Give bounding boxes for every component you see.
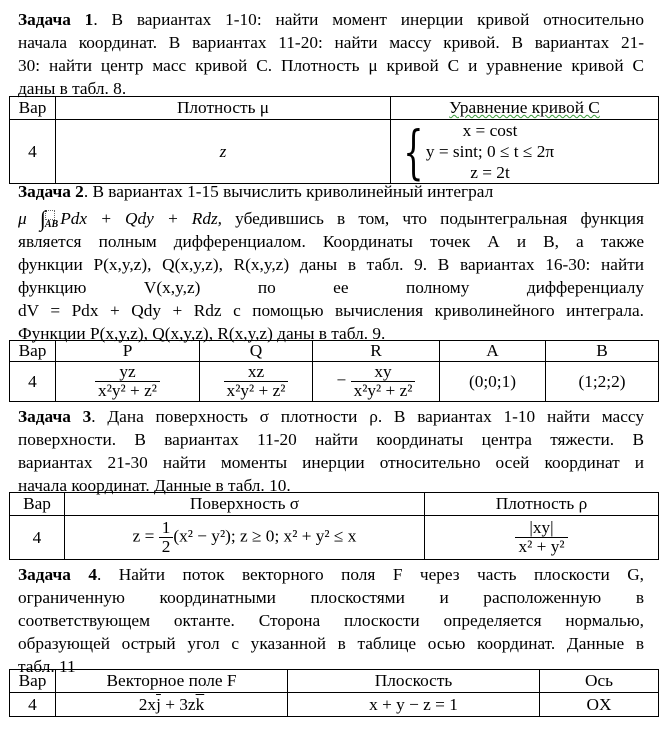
cell-curve-equation	[391, 117, 659, 186]
table-row	[10, 516, 659, 560]
task3-text-line: поверхности. В вариантах 11-20 найти координаты центра тяжести. В	[18, 430, 644, 449]
cell-vector-field: $2x\overline{j} + 3z\overline{k}$	[56, 693, 288, 717]
task2-table	[9, 340, 659, 402]
cell-var: 4	[10, 362, 56, 402]
task1-label: Задача 1	[18, 10, 94, 29]
task3-table	[9, 492, 659, 560]
brace-icon: {	[403, 117, 424, 186]
col-header-plane: Плоскость	[288, 670, 540, 693]
curvilinear-integral: μ ∫ AB Pdx + Qdy + Rdz,	[18, 206, 223, 231]
col-header-a: A	[440, 341, 546, 362]
col-header-var: Вар	[10, 341, 56, 362]
cell-var: 4	[10, 516, 65, 560]
task4-text-line: . Найти поток векторного поля F через часть плоскости G,	[96, 565, 644, 584]
cell-axis: OX	[540, 693, 659, 717]
task4-text-line: ограниченную координатными плоскостями и расположенную в	[18, 588, 644, 607]
cell-q: $\frac{xz}{\text{x²y² + z²}}$	[200, 362, 313, 402]
table-row	[10, 693, 659, 717]
col-header-density: Плотность ρ	[425, 493, 659, 516]
col-header-vector-field: Векторное поле F	[56, 670, 288, 693]
cell-var: 4	[10, 693, 56, 717]
task1-table	[9, 96, 659, 184]
table-header-row	[10, 670, 659, 693]
equation-line: x = cost	[462, 121, 518, 140]
col-header-surface: Поверхность σ	[65, 493, 425, 516]
task2-text-line: функции P(x,y,z), Q(x,y,z), R(x,y,z) даны в табл. 9. В вариантах 16-30: найти	[18, 255, 644, 274]
cell-var: 4	[10, 120, 56, 184]
table-header-row	[10, 493, 659, 516]
cell-b: (1;2;2)	[546, 362, 659, 402]
task2-text-line: dV = Pdx + Qdy + Rdz с помощью вычисления криволинейного интеграла.	[18, 301, 644, 320]
task2-text-after-integral: убедившись в том, что подынтегральная функция	[235, 209, 644, 228]
task1-paragraph	[18, 8, 644, 100]
equation-system	[395, 117, 555, 186]
table-header-row	[10, 97, 659, 120]
equation-line: z = 2t	[470, 163, 510, 182]
task4-text-line: образующей острый угол с указанной в таблице осью координат. Данные в	[18, 634, 644, 653]
col-header-axis: Ось	[540, 670, 659, 693]
col-header-p: P	[56, 341, 200, 362]
cell-surface: z = $\frac{1}{2}$ (x² − y²); z ≥ 0; x² + y² ≤ x	[65, 516, 425, 560]
col-header-density: Плотность μ	[56, 97, 391, 120]
task4-text-line: соответствующем октанте. Сторона плоскости определяется нормалью,	[18, 611, 644, 630]
table-row	[10, 362, 659, 402]
cell-p: $\frac{yz}{\text{x²y² + z²}}$	[56, 362, 200, 402]
col-header-var: Вар	[10, 97, 56, 120]
cell-a: (0;0;1)	[440, 362, 546, 402]
task2-text-line: Функции P(x,y,z), Q(x,y,z), R(x,y,z) даны в табл. 9.	[18, 324, 386, 343]
task4-table	[9, 669, 659, 717]
task3-text-line: вариантах 21-30 найти моменты инерции относительно осей координат и	[18, 453, 644, 472]
task3-paragraph	[18, 405, 644, 497]
task2-paragraph	[18, 180, 644, 345]
cell-plane: x + y − z = 1	[288, 693, 540, 717]
task3-text-line: . Дана поверхность σ плотности ρ. В вариантах 1-10 найти массу	[91, 407, 644, 426]
task2-label: Задача 2	[18, 182, 84, 201]
task1-text-line: 30: найти центр масс кривой С. Плотность μ кривой С и уравнение кривой С	[18, 56, 644, 75]
table-row	[10, 120, 659, 184]
cell-r: − $\frac{xy}{\text{x²y² + z²}}$	[313, 362, 440, 402]
cell-density: z	[56, 120, 391, 184]
task1-text-line: даны в табл. 8.	[18, 79, 127, 98]
task1-text-line: . В вариантах 1-10: найти момент инерции кривой относительно	[93, 10, 644, 29]
task3-label: Задача 3	[18, 407, 92, 426]
col-header-r: R	[313, 341, 440, 362]
task2-text-line: является полным дифференциалом. Координаты точек А и В, а также	[18, 232, 644, 251]
task4-paragraph	[18, 563, 644, 678]
col-header-curve-equation: Уравнение кривой С	[391, 97, 659, 120]
task2-integral-line	[18, 203, 644, 230]
task4-label: Задача 4	[18, 565, 97, 584]
task2-intro: . В вариантах 1-15 вычислить криволинейный интеграл	[83, 182, 494, 201]
task1-text-line: начала координат. В вариантах 11-20: найти массу кривой. В вариантах 21-	[18, 33, 644, 52]
col-header-var: Вар	[10, 493, 65, 516]
task2-text-line: функцию V(x,y,z) по ее полному дифференциалу	[18, 278, 644, 297]
task4-text-line: табл. 11	[18, 657, 76, 676]
table-header-row	[10, 341, 659, 362]
col-header-q: Q	[200, 341, 313, 362]
col-header-var: Вар	[10, 670, 56, 693]
cell-density: $\frac{|xy|}{\text{x² + y²}}$	[425, 516, 659, 560]
task3-text-line: начала координат. Данные в табл. 10.	[18, 476, 291, 495]
equation-line: y = sint; 0 ≤ t ≤ 2π	[425, 142, 555, 161]
col-header-b: B	[546, 341, 659, 362]
